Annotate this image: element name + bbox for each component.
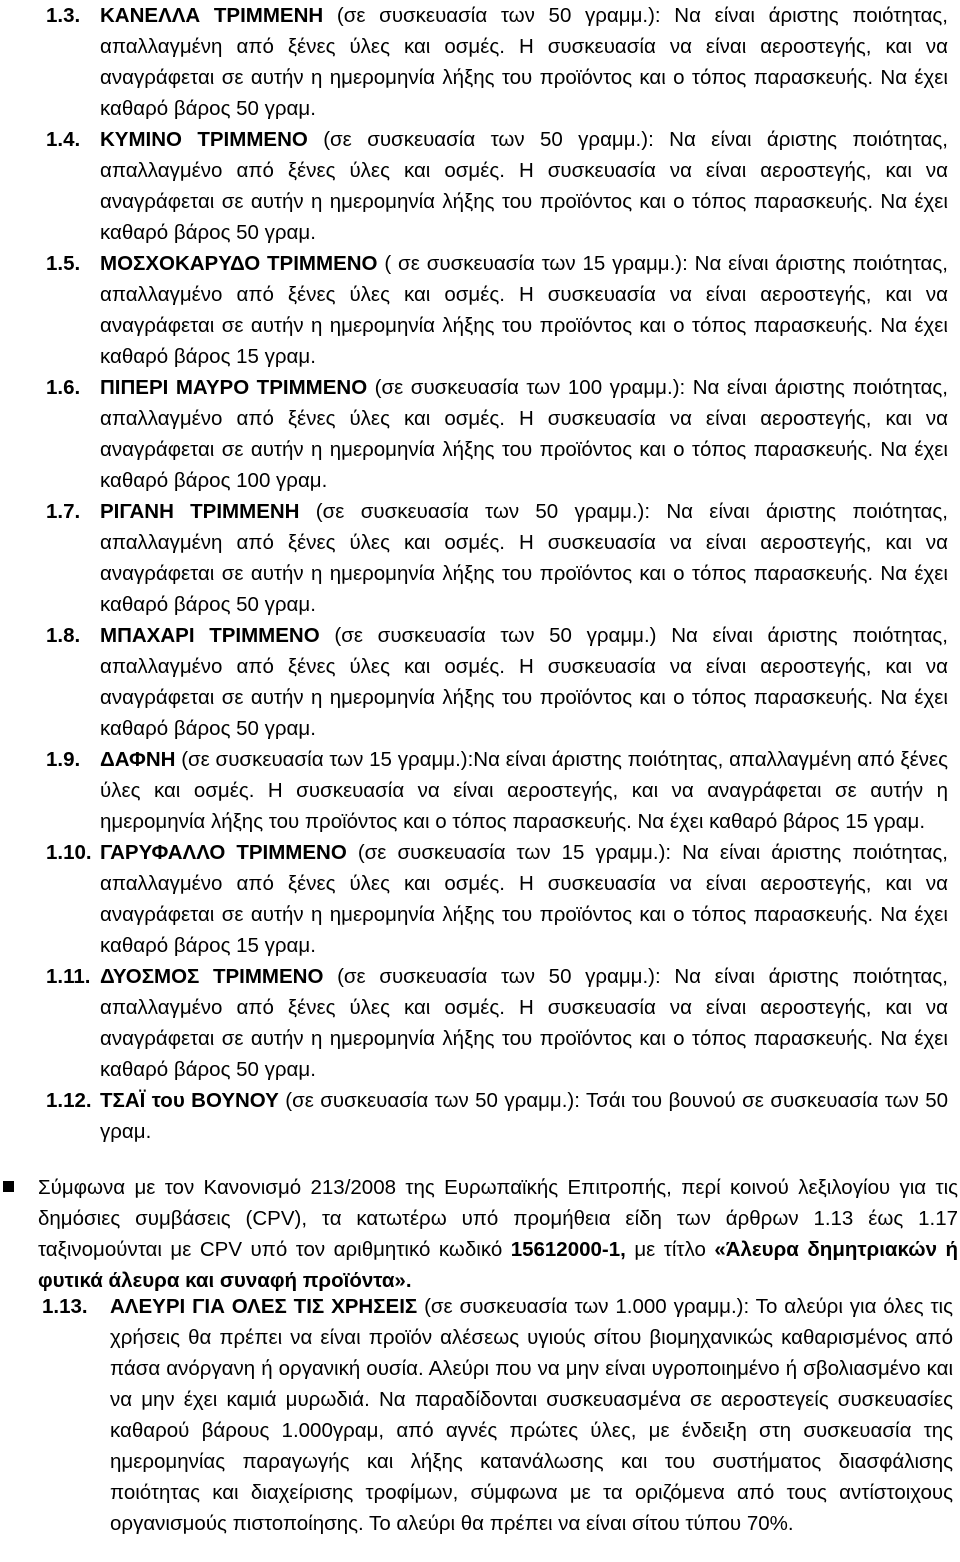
item-title: ΓΑΡΥΦΑΛΛΟ ΤΡΙΜΜΕΝΟ [100,841,347,864]
item-text: (σε συσκευασία των 50 γραμμ.): Να είναι άριστης ποιότητας, απαλλαγμένο από ξένες ύλες και οσμές. Η συσκευασία να είναι αεροστεγής, και να αναγράφεται σε αυτήν η ημερομηνία λήξης του προϊόντος και ο τόπος παρασκευής. Να έχει καθαρό βάρος 50 γραμ. [100,128,948,244]
item-title: ΜΠΑΧΑΡΙ ΤΡΙΜΜΕΝΟ [100,624,320,647]
item-number: 1.4. [46,128,81,151]
list-item [0,837,960,961]
list-item [0,1085,960,1147]
item-body [100,837,948,961]
cpv-title: «Άλευρα δημητριακών ή φυτικά άλευρα και συναφή προϊόντα». [38,1238,958,1292]
item-text: (σε συσκευασία των 50 γραμμ.): Τσάι του βουνού σε συσκευασία των 50 γραμ. [100,1089,949,1143]
item-title: ΠΙΠΕΡΙ ΜΑΥΡΟ ΤΡΙΜΜΕΝΟ [100,376,368,399]
item-text: (σε συσκευασία των 50 γραμμ.): Να είναι άριστης ποιότητας, απαλλαγμένη από ξένες ύλες και οσμές. Η συσκευασία να είναι αεροστεγής, και να αναγράφεται σε αυτήν η ημερομηνία λήξης του προϊόντος και ο τόπος παρασκευής. Να έχει καθαρό βάρος 50 γραμ. [100,4,948,120]
item-text: (σε συσκευασία των 100 γραμμ.): Να είναι άριστης ποιότητας, απαλλαγμένο από ξένες ύλες και οσμές. Η συσκευασία να είναι αεροστεγής, και να αναγράφεται σε αυτήν η ημερομηνία λήξης του προϊόντος και ο τόπος παρασκευής. Να έχει καθαρό βάρος 100 γραμ. [100,376,948,492]
list-item [0,620,960,744]
item-text: (σε συσκευασία των 15 γραμμ.): Να είναι άριστης ποιότητας, απαλλαγμένο από ξένες ύλες και οσμές. Η συσκευασία να είναι αεροστεγής, και να αναγράφεται σε αυτήν η ημερομηνία λήξης του προϊόντος και ο τόπος παρασκευής. Να έχει καθαρό βάρος 15 γραμ. [100,841,948,957]
item-title: ΚΑΝΕΛΛΑ ΤΡΙΜΜΕΝΗ [100,4,324,27]
item-body [100,1085,948,1147]
paragraph-text-middle: με τίτλο [625,1238,715,1261]
list-item [0,372,960,496]
item-body [100,961,948,1085]
item-number: 1.6. [46,376,81,399]
item-text: (σε συσκευασία των 50 γραμμ.): Να είναι άριστης ποιότητας, απαλλαγμένο από ξένες ύλες και οσμές. Η συσκευασία να είναι αεροστεγής, και να αναγράφεται σε αυτήν η ημερομηνία λήξης του προϊόντος και ο τόπος παρασκευής. Να έχει καθαρό βάρος 50 γραμ. [100,965,948,1081]
list-item [0,0,960,124]
item-title: ΤΣΑΪ του ΒΟΥΝΟΥ [100,1089,279,1112]
item-body [100,124,948,248]
item-body [100,496,948,620]
item-text: (σε συσκευασία των 50 γραμμ.) Να είναι άριστης ποιότητας, απαλλαγμένο από ξένες ύλες και οσμές. Η συσκευασία να είναι αεροστεγής, και να αναγράφεται σε αυτήν η ημερομηνία λήξης του προϊόντος και ο τόπος παρασκευής. Να έχει καθαρό βάρος 50 γραμ. [100,624,948,740]
item-text: (σε συσκευασία των 1.000 γραμμ.): Το αλεύρι για όλες τις χρήσεις θα πρέπει να είναι προϊόν αλέσεως υγιούς σίτου βιομηχανικώς καθαρισμένος από πάσα ανόργανη ή οργανική ουσία. Αλεύρι που να μην είναι υγροποιημένο ή σβολιασμένο και να μην έχει καμιά μυρωδιά. Να παραδίδονται συσκευασμένα σε αεροστεγείς συσκευασίες καθαρού βάρους 1.000γραμ, από αγνές πρώτες ύλες, με ένδειξη στη συσκευασία της ημερομηνίας παραγωγής και λήξης κατανάλωσης και του συστήματος διασφάλισης ποιότητας και διαχείρισης τροφίμων, σύμφωνα με τα οριζόμενα από τους αντίστοιχους οργανισμούς πιστοποίησης. Το αλεύρι θα πρέπει να είναι σίτου τύπου 70%. [110,1295,953,1535]
item-number: 1.7. [46,500,81,523]
item-body [100,0,948,124]
bullet-marker [0,1172,38,1192]
list-item [0,124,960,248]
item-body [100,248,948,372]
item-title: ΑΛΕΥΡΙ ΓΙΑ ΟΛΕΣ ΤΙΣ ΧΡΗΣΕΙΣ [110,1295,418,1318]
item-number: 1.10. [46,841,92,864]
cpv-paragraph [0,1172,960,1296]
flour-item-list [0,1291,960,1539]
item-title: ΚΥΜΙΝΟ ΤΡΙΜΜΕΝΟ [100,128,308,151]
list-item [0,744,960,837]
item-text: ( σε συσκευασία των 15 γραμμ.): Να είναι άριστης ποιότητας, απαλλαγμένο από ξένες ύλες και οσμές. Η συσκευασία να είναι αεροστεγής, και να αναγράφεται σε αυτήν η ημερομηνία λήξης του προϊόντος και ο τόπος παρασκευής. Να έχει καθαρό βάρος 15 γραμ. [100,252,948,368]
item-body [100,372,948,496]
paragraph-text [38,1172,958,1296]
item-title: ΜΟΣΧΟΚΑΡΥΔΟ ΤΡΙΜΜΕΝΟ [100,252,378,275]
item-title: ΡΙΓΑΝΗ ΤΡΙΜΜΕΝΗ [100,500,300,523]
paragraph-text-start: Σύμφωνα με τον Κανονισμό 213/2008 της Ευρωπαϊκής Επιτροπής, περί κοινού λεξιλογίου για τις δημόσιες συμβάσεις (CPV), τα κατωτέρω υπό προμήθεια είδη των άρθρων 1.13 έως 1.17 ταξινομούνται με CPV υπό τον αριθμητικό κωδικό [38,1176,958,1261]
list-item [0,248,960,372]
item-text: (σε συσκευασία των 15 γραμμ.):Να είναι άριστης ποιότητας, απαλλαγμένη από ξένες ύλες και οσμές. Η συσκευασία να είναι αεροστεγής, και να αναγράφεται σε αυτήν η ημερομηνία λήξης του προϊόντος και ο τόπος παρασκευής. Να έχει καθαρό βάρος 15 γραμ. [100,748,948,833]
item-title: ΔΑΦΝΗ [100,748,176,771]
item-body [100,744,948,837]
square-bullet-icon [3,1181,14,1192]
item-number: 1.12. [46,1089,92,1112]
item-text: (σε συσκευασία των 50 γραμμ.): Να είναι άριστης ποιότητας, απαλλαγμένη από ξένες ύλες και οσμές. Η συσκευασία να είναι αεροστεγής, και να αναγράφεται σε αυτήν η ημερομηνία λήξης του προϊόντος και ο τόπος παρασκευής. Να έχει καθαρό βάρος 50 γραμ. [100,500,948,616]
cpv-code: 15612000-1, [510,1238,626,1261]
list-item [0,961,960,1085]
item-body [100,620,948,744]
item-title: ΔΥΟΣΜΟΣ ΤΡΙΜΜΕΝΟ [100,965,324,988]
item-number: 1.11. [46,965,91,988]
item-number: 1.3. [46,4,81,27]
list-item [0,496,960,620]
item-body [110,1291,953,1539]
list-item [0,1291,960,1539]
item-number: 1.13. [42,1295,88,1318]
item-number: 1.5. [46,252,81,275]
item-number: 1.9. [46,748,81,771]
item-number: 1.8. [46,624,81,647]
